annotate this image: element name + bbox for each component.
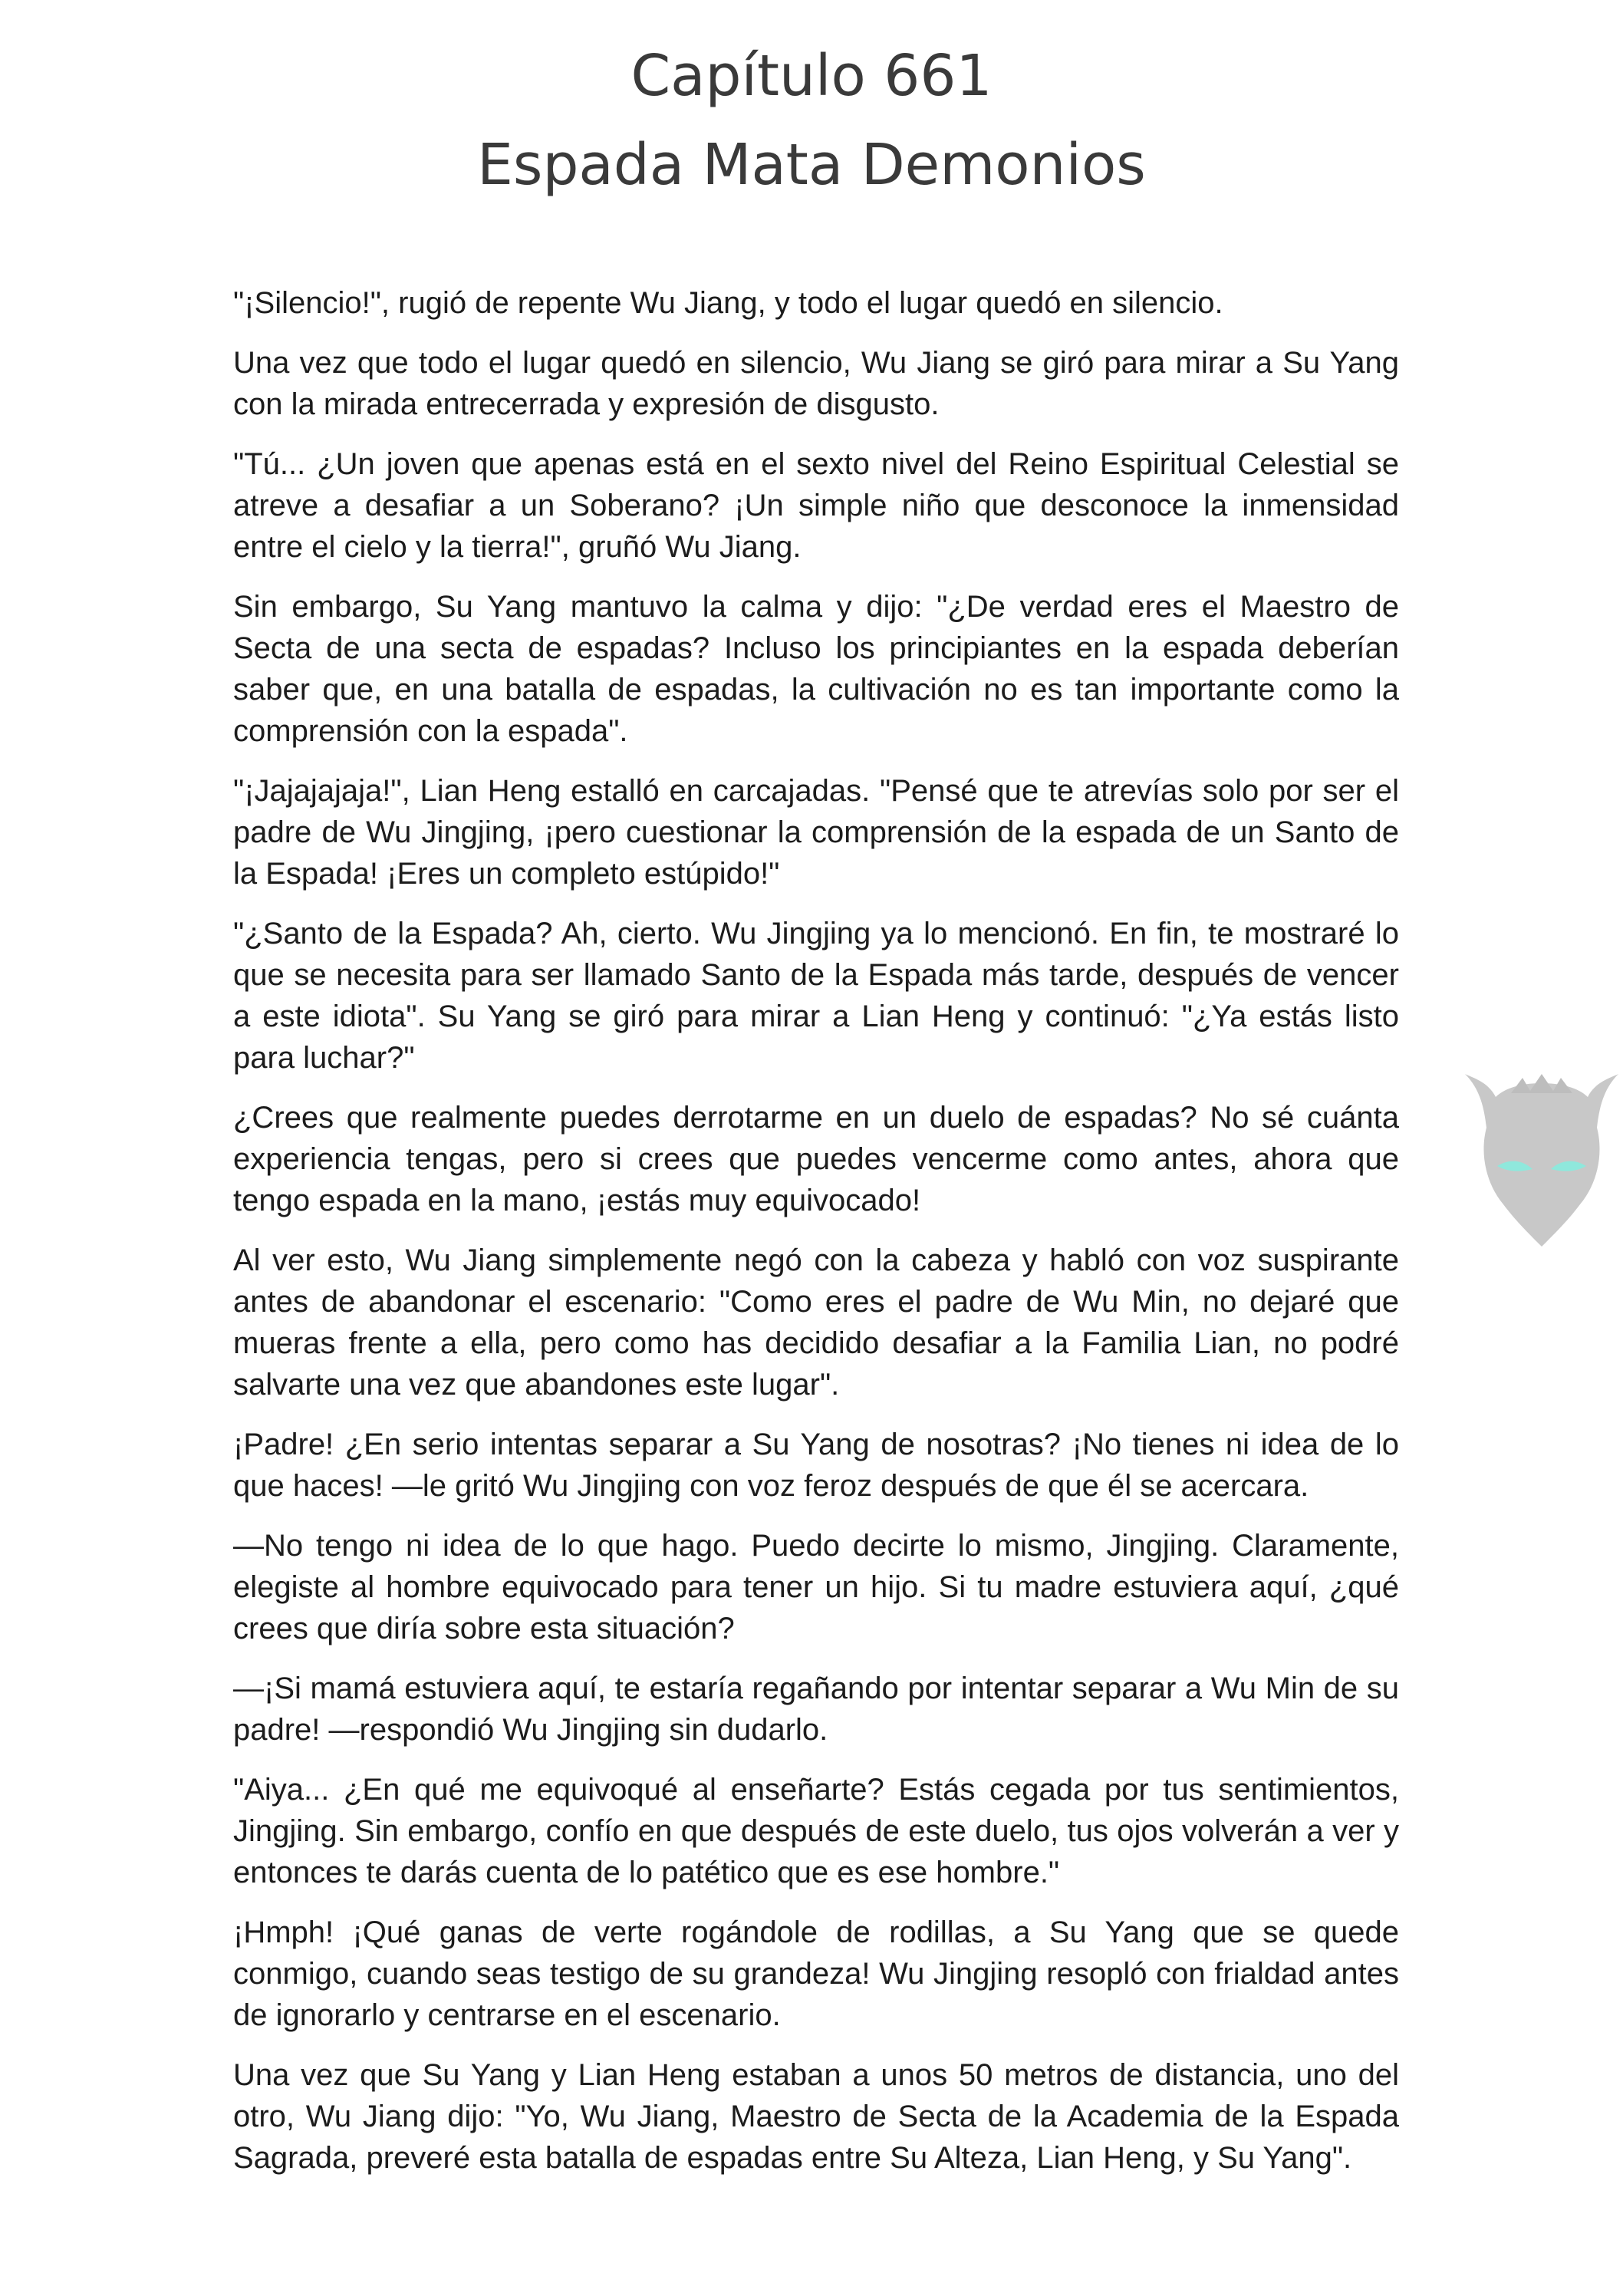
paragraph: —¡Si mamá estuviera aquí, te estaría regañando por intentar separar a Wu Min de su padre! —respondió Wu Jingjing sin dudarlo. [233, 1672, 1399, 1747]
paragraph: "¿Santo de la Espada? Ah, cierto. Wu Jingjing ya lo mencionó. En fin, te mostraré lo que se necesita para ser llamado Santo de la Espada más tarde, después de vencer a este idiota". Su Yang se giró para mirar a Lian Heng y continuó: "¿Ya estás listo para luchar?" [233, 917, 1399, 1075]
paragraph: Una vez que Su Yang y Lian Heng estaban a unos 50 metros de distancia, uno del otro, Wu Jiang dijo: "Yo, Wu Jiang, Maestro de Secta de la Academia de la Espada Sagrada, preveré esta batalla de espadas entre Su Alteza, Lian Heng, y Su Yang". [233, 2058, 1399, 2175]
paragraph: Sin embargo, Su Yang mantuvo la calma y dijo: "¿De verdad eres el Maestro de Secta de una secta de espadas? Incluso los principiantes en la espada deberían saber que, en una batalla de espadas, la cultivación no es tan importante como la comprensión con la espada". [233, 590, 1399, 748]
paragraph: ¿Crees que realmente puedes derrotarme en un duelo de espadas? No sé cuánta experiencia tengas, pero si crees que puedes vencerme como antes, ahora que tengo espada en la mano, ¡estás muy equivocado! [233, 1101, 1399, 1217]
paragraph: "Tú... ¿Un joven que apenas está en el sexto nivel del Reino Espiritual Celestial se atreve a desafiar a un Soberano? ¡Un simple niño que desconoce la inmensidad entre el cielo y la tierra!", gruñó Wu Jiang. [233, 447, 1399, 564]
paragraph: —No tengo ni idea de lo que hago. Puedo decirte lo mismo, Jingjing. Claramente, elegiste al hombre equivocado para tener un hijo. Si tu madre estuviera aquí, ¿qué crees que diría sobre esta situación? [233, 1529, 1399, 1645]
paragraph: Una vez que todo el lugar quedó en silencio, Wu Jiang se giró para mirar a Su Yang con la mirada entrecerrada y expresión de disgusto. [233, 346, 1399, 421]
paragraph: "¡Silencio!", rugió de repente Wu Jiang, y todo el lugar quedó en silencio. [233, 286, 1223, 320]
paragraph: ¡Hmph! ¡Qué ganas de verte rogándole de rodillas, a Su Yang que se quede conmigo, cuando seas testigo de su grandeza! Wu Jingjing resopló con frialdad antes de ignorarlo y centrarse en el escenario. [233, 1916, 1399, 2032]
chapter-title: Espada Mata Demonios [477, 132, 1146, 198]
paragraph: "Aiya... ¿En qué me equivoqué al enseñarte? Estás cegada por tus sentimientos, Jingjing. Sin embargo, confío en que después de este duelo, tus ojos volverán a ver y entonces te darás cuenta de lo patético que es ese hombre." [233, 1773, 1399, 1889]
chapter-body [233, 282, 1399, 2197]
paragraph: Al ver esto, Wu Jiang simplemente negó con la cabeza y habló con voz suspirante antes de abandonar el escenario: "Como eres el padre de Wu Min, no dejaré que mueras frente a ella, pero como has decidido desafiar a la Familia Lian, no podré salvarte una vez que abandones este lugar". [233, 1244, 1399, 1402]
paragraph: ¡Padre! ¿En serio intentas separar a Su Yang de nosotras? ¡No tienes ni idea de lo que haces! —le gritó Wu Jingjing con voz feroz después de que él se acercara. [233, 1428, 1399, 1503]
chapter-number: Capítulo 661 [630, 43, 993, 109]
paragraph: "¡Jajajajaja!", Lian Heng estalló en carcajadas. "Pensé que te atrevías solo por ser el padre de Wu Jingjing, ¡pero cuestionar la comprensión de la espada de un Santo de la Espada! ¡Eres un completo estúpido!" [233, 774, 1399, 891]
demon-head-icon [1465, 1074, 1618, 1250]
